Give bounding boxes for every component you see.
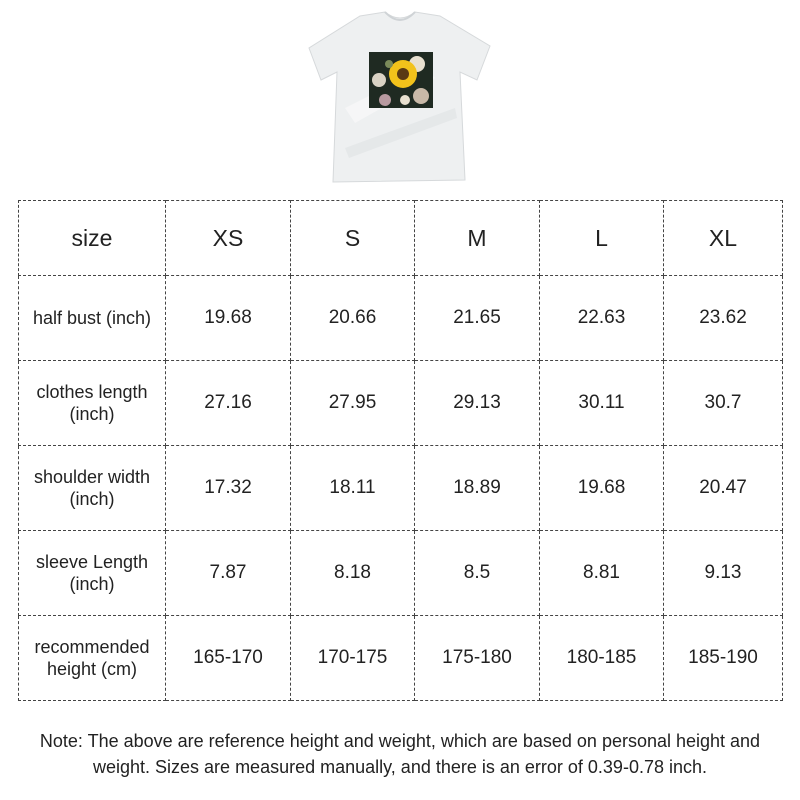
table-cell: 21.65 (415, 276, 540, 361)
table-cell: 18.89 (415, 446, 540, 531)
row-label: half bust (inch) (19, 276, 166, 361)
table-cell: 8.81 (540, 531, 664, 616)
table-cell: 23.62 (664, 276, 783, 361)
table-cell: 175-180 (415, 616, 540, 701)
table-cell: 180-185 (540, 616, 664, 701)
size-chart-table (18, 200, 783, 701)
table-cell: 185-190 (664, 616, 783, 701)
size-note: Note: The above are reference height and weight, which are based on personal height and weight. Sizes are measured manually, and there is an error of 0.39-0.78 inch. (39, 731, 761, 777)
row-label: shoulder width (inch) (19, 446, 166, 531)
header-cell: XL (664, 201, 783, 276)
tshirt-icon (305, 8, 495, 186)
table-row (19, 531, 783, 616)
table-row (19, 361, 783, 446)
table-header-row (19, 201, 783, 276)
table-cell: 8.18 (291, 531, 415, 616)
row-label: recommended height (cm) (19, 616, 166, 701)
table-cell: 19.68 (540, 446, 664, 531)
table-cell: 20.66 (291, 276, 415, 361)
table-cell: 30.7 (664, 361, 783, 446)
header-cell: M (415, 201, 540, 276)
table-cell: 18.11 (291, 446, 415, 531)
table-cell: 19.68 (166, 276, 291, 361)
header-cell: S (291, 201, 415, 276)
tshirt-product-image (305, 8, 495, 186)
table-cell: 27.95 (291, 361, 415, 446)
table-row (19, 446, 783, 531)
table-row (19, 276, 783, 361)
table-cell: 8.5 (415, 531, 540, 616)
table-cell: 20.47 (664, 446, 783, 531)
table-cell: 9.13 (664, 531, 783, 616)
table-cell: 17.32 (166, 446, 291, 531)
table-cell: 170-175 (291, 616, 415, 701)
table-cell: 165-170 (166, 616, 291, 701)
header-cell: L (540, 201, 664, 276)
table-cell: 27.16 (166, 361, 291, 446)
table-cell: 22.63 (540, 276, 664, 361)
header-cell: size (19, 201, 166, 276)
table-row (19, 616, 783, 701)
row-label: sleeve Length (inch) (19, 531, 166, 616)
header-cell: XS (166, 201, 291, 276)
table-cell: 29.13 (415, 361, 540, 446)
table-cell: 30.11 (540, 361, 664, 446)
table-cell: 7.87 (166, 531, 291, 616)
row-label: clothes length (inch) (19, 361, 166, 446)
